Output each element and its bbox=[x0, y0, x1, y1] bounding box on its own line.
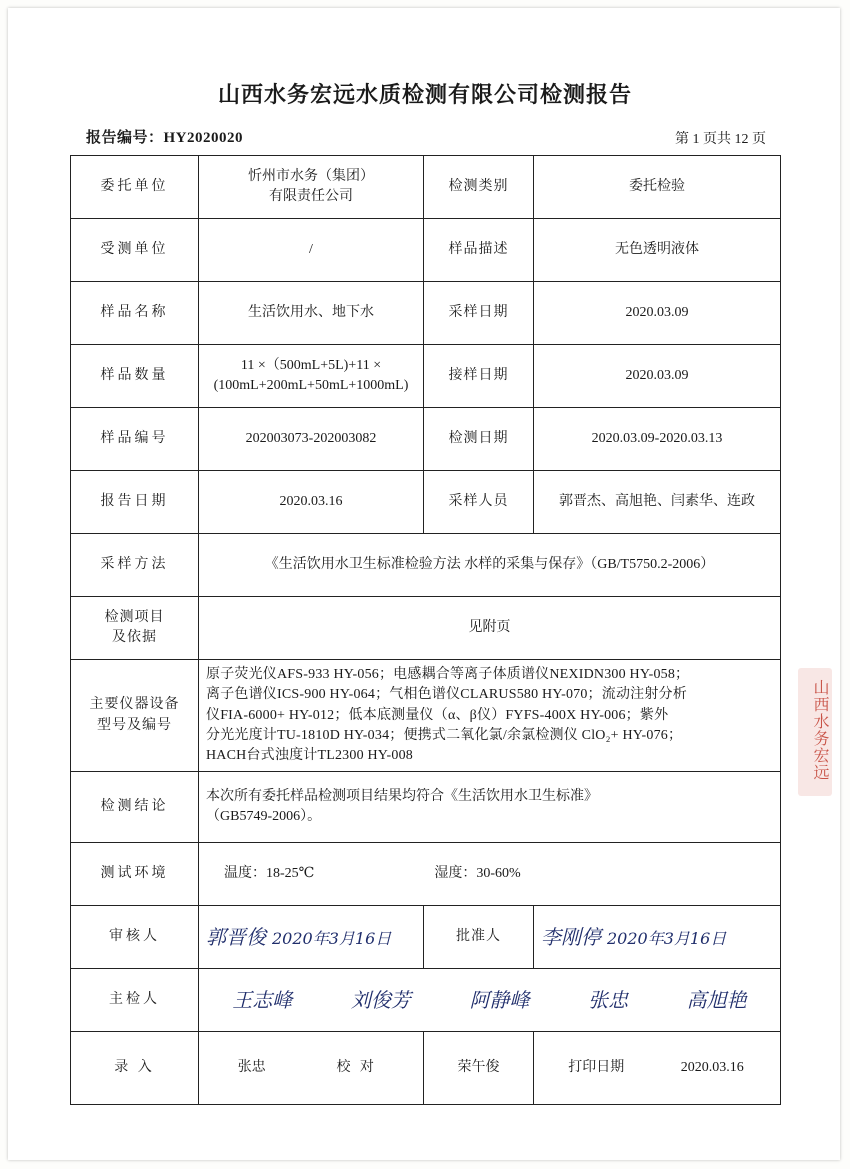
sample-number-value: 202003073-202003082 bbox=[199, 408, 424, 471]
table-row bbox=[71, 843, 781, 906]
chief-inspector-signature: 刘俊芳 bbox=[350, 987, 411, 1012]
receive-date-value: 2020.03.09 bbox=[534, 345, 781, 408]
conclusion-line1: 本次所有委托样品检测项目结果均符合《生活饮用水卫生标准》 bbox=[206, 789, 598, 805]
entry-person: 张忠 bbox=[237, 1060, 266, 1076]
chief-inspector-signature: 高旭艳 bbox=[686, 987, 747, 1012]
sample-number-label: 样品编号 bbox=[71, 408, 199, 471]
receive-date-label: 接样日期 bbox=[424, 345, 534, 408]
sample-description-label: 样品描述 bbox=[424, 219, 534, 282]
environment-label: 测试环境 bbox=[71, 843, 199, 906]
sample-quantity-value bbox=[199, 345, 424, 408]
report-date-label: 报告日期 bbox=[71, 471, 199, 534]
chief-inspector-signature: 阿静峰 bbox=[469, 987, 530, 1012]
client-value bbox=[199, 156, 424, 219]
table-row bbox=[71, 408, 781, 471]
sampling-method-label: 采样方法 bbox=[71, 534, 199, 597]
table-row bbox=[71, 1032, 781, 1105]
test-date-label: 检测日期 bbox=[424, 408, 534, 471]
instruments-line5: HACH台式浊度计TL2300 HY-008 bbox=[206, 748, 414, 764]
test-items-label-line1: 检测项目 bbox=[104, 609, 165, 625]
reviewer-signature: 郭晋俊 bbox=[206, 924, 266, 949]
conclusion-value bbox=[199, 772, 781, 843]
instruments-line1: 原子荧光仪AFS-933 HY-056；电感耦合等离子体质谱仪NEXIDN300 HY-058； bbox=[206, 667, 690, 682]
report-table bbox=[70, 155, 781, 1105]
conclusion-label: 检测结论 bbox=[71, 772, 199, 843]
table-row bbox=[71, 156, 781, 219]
table-row bbox=[71, 345, 781, 408]
report-number-value: HY2020020 bbox=[163, 130, 244, 146]
approver-signature-cell bbox=[534, 906, 781, 969]
tested-unit-value: / bbox=[199, 219, 424, 282]
reviewer-date: 2020年3月16日 bbox=[272, 928, 392, 948]
table-row bbox=[71, 219, 781, 282]
test-category-label: 检测类别 bbox=[424, 156, 534, 219]
proofread-value: 荣午俊 bbox=[424, 1032, 534, 1105]
environment-humidity: 湿度：30-60% bbox=[434, 866, 521, 882]
report-number bbox=[86, 126, 243, 147]
sampling-method-value: 《生活饮用水卫生标准检验方法 水样的采集与保存》（GB/T5750.2-2006） bbox=[199, 534, 781, 597]
print-date-value: 2020.03.16 bbox=[680, 1060, 744, 1076]
page-indicator: 第 1 页共 12 页 bbox=[675, 132, 766, 147]
conclusion-line2: （GB5749-2006）。 bbox=[206, 809, 322, 825]
sample-name-label: 样品名称 bbox=[71, 282, 199, 345]
sample-description-value: 无色透明液体 bbox=[534, 219, 781, 282]
instruments-label bbox=[71, 660, 199, 772]
client-value-line1: 忻州市水务（集团） bbox=[248, 168, 374, 184]
print-date-cell bbox=[534, 1032, 781, 1105]
sampling-date-label: 采样日期 bbox=[424, 282, 534, 345]
approver-signature: 李刚停 bbox=[541, 924, 601, 949]
approver-date: 2020年3月16日 bbox=[607, 928, 727, 948]
sample-quantity-line1: 11 ×（500mL+5L)+11 × bbox=[240, 357, 382, 373]
instruments-label-line1: 主要仪器设备 bbox=[89, 697, 180, 713]
table-row bbox=[71, 906, 781, 969]
chief-inspector-signature: 王志峰 bbox=[232, 987, 293, 1012]
sampling-date-value: 2020.03.09 bbox=[534, 282, 781, 345]
table-row bbox=[71, 660, 781, 772]
test-items-label bbox=[71, 597, 199, 660]
client-value-line2: 有限责任公司 bbox=[269, 189, 353, 204]
samplers-label: 采样人员 bbox=[424, 471, 534, 534]
chief-inspector-signature: 张忠 bbox=[588, 987, 629, 1012]
instruments-line3: 仪FIA-6000+ HY-012；低本底测量仪（α、β仪）FYFS-400X HY-006；紫外 bbox=[206, 707, 669, 723]
entry-label: 录 入 bbox=[71, 1032, 199, 1105]
table-row bbox=[71, 534, 781, 597]
company-seal-stamp: 山西水务宏远 bbox=[811, 679, 828, 781]
tested-unit-label: 受测单位 bbox=[71, 219, 199, 282]
environment-value bbox=[199, 843, 781, 906]
table-row bbox=[71, 282, 781, 345]
report-number-label: 报告编号： bbox=[86, 130, 164, 146]
test-items-label-line2: 及依据 bbox=[112, 630, 157, 645]
instruments-value bbox=[199, 660, 781, 772]
table-row bbox=[71, 597, 781, 660]
sample-quantity-line2: (100mL+200mL+50mL+1000mL) bbox=[213, 378, 409, 393]
table-row bbox=[71, 969, 781, 1032]
client-label: 委托单位 bbox=[71, 156, 199, 219]
test-date-value: 2020.03.09-2020.03.13 bbox=[534, 408, 781, 471]
instruments-line2: 离子色谱仪ICS-900 HY-064；气相色谱仪CLARUS580 HY-070；流动注射分析 bbox=[206, 687, 687, 703]
sample-quantity-label: 样品数量 bbox=[71, 345, 199, 408]
chief-inspector-label: 主检人 bbox=[71, 969, 199, 1032]
instruments-label-line2: 型号及编号 bbox=[97, 717, 172, 733]
samplers-value: 郭晋杰、高旭艳、闫素华、连政 bbox=[534, 471, 781, 534]
chief-inspector-signatures bbox=[199, 969, 781, 1032]
reviewer-signature-cell bbox=[199, 906, 424, 969]
reviewer-label: 审核人 bbox=[71, 906, 199, 969]
test-category-value: 委托检验 bbox=[534, 156, 781, 219]
sample-name-value: 生活饮用水、地下水 bbox=[199, 282, 424, 345]
report-date-value: 2020.03.16 bbox=[199, 471, 424, 534]
table-row bbox=[71, 471, 781, 534]
print-date-label: 打印日期 bbox=[568, 1060, 625, 1076]
entry-value bbox=[199, 1032, 424, 1105]
page-title: 山西水务宏远水质检测有限公司检测报告 bbox=[217, 82, 632, 107]
table-row bbox=[71, 772, 781, 843]
test-items-value: 见附页 bbox=[199, 597, 781, 660]
environment-temperature: 温度：18-25℃ bbox=[224, 866, 315, 882]
approver-label: 批准人 bbox=[424, 906, 534, 969]
proofread-label: 校 对 bbox=[336, 1060, 377, 1076]
instruments-line4: 分光光度计TU-1810D HY-034；便携式二氧化氯/余氯检测仪 ClO₂+ HY-076； bbox=[206, 727, 683, 743]
